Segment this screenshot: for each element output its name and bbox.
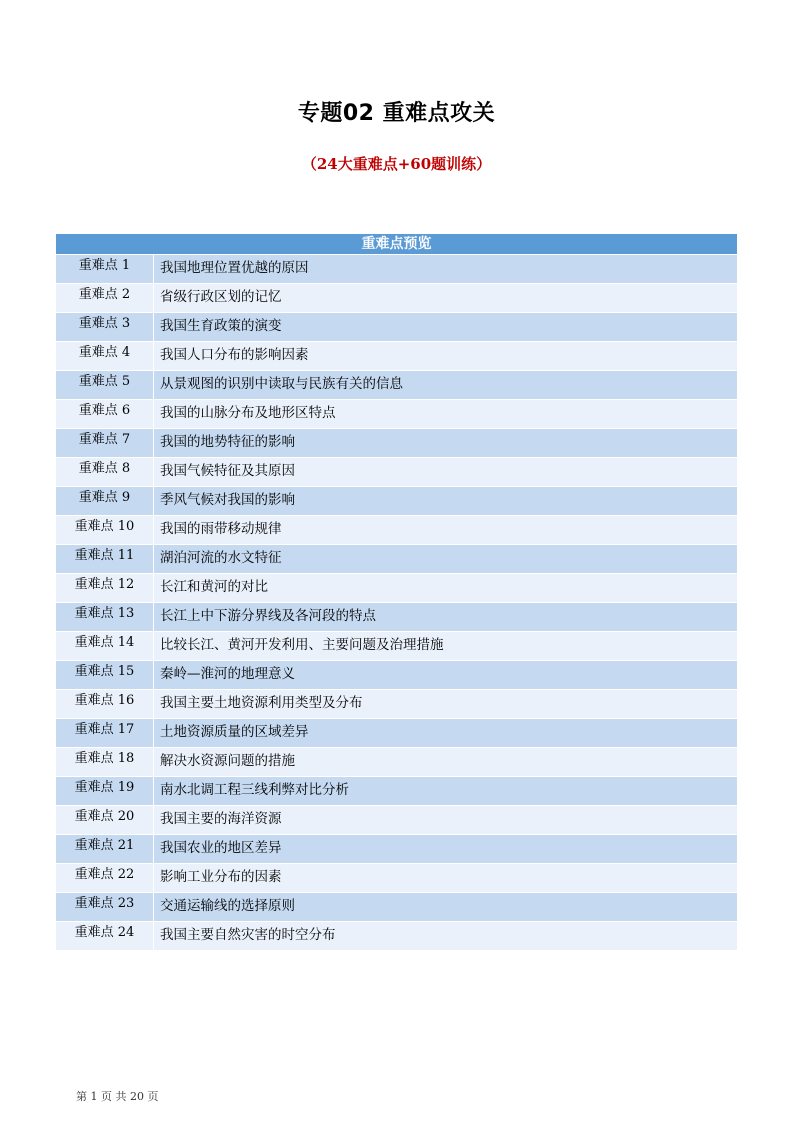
row-topic: 我国的地势特征的影响	[160, 434, 295, 450]
table-row	[56, 312, 737, 341]
row-topic: 湖泊河流的水文特征	[160, 550, 282, 566]
row-label: 重难点 9	[56, 487, 154, 515]
table-row	[56, 573, 737, 602]
table-row	[56, 921, 737, 950]
row-label: 重难点 19	[56, 777, 154, 805]
table-row	[56, 486, 737, 515]
row-topic: 秦岭—淮河的地理意义	[160, 666, 295, 682]
row-topic: 我国主要的海洋资源	[160, 811, 282, 827]
table-body	[56, 254, 737, 950]
row-topic: 南水北调工程三线利弊对比分析	[160, 782, 349, 798]
row-topic: 省级行政区划的记忆	[160, 289, 282, 305]
table-header: 重难点预览	[56, 234, 737, 254]
row-label: 重难点 3	[56, 313, 154, 341]
row-topic: 长江上中下游分界线及各河段的特点	[160, 608, 376, 624]
row-label: 重难点 23	[56, 893, 154, 921]
page-subtitle: （24大重难点+60题训练）	[301, 155, 492, 173]
row-label: 重难点 12	[56, 574, 154, 602]
preview-table	[56, 234, 737, 950]
table-row	[56, 457, 737, 486]
row-topic: 长江和黄河的对比	[160, 579, 268, 595]
row-topic: 我国人口分布的影响因素	[160, 347, 309, 363]
row-topic: 解决水资源问题的措施	[160, 753, 295, 769]
row-topic: 我国主要自然灾害的时空分布	[160, 927, 336, 943]
row-label: 重难点 8	[56, 458, 154, 486]
row-label: 重难点 5	[56, 371, 154, 399]
table-row	[56, 428, 737, 457]
row-label: 重难点 4	[56, 342, 154, 370]
table-row	[56, 776, 737, 805]
table-row	[56, 834, 737, 863]
row-topic: 影响工业分布的因素	[160, 869, 282, 885]
row-topic: 我国气候特征及其原因	[160, 463, 295, 479]
row-topic: 我国的雨带移动规律	[160, 521, 282, 537]
row-label: 重难点 1	[56, 255, 154, 283]
table-row	[56, 515, 737, 544]
row-topic: 我国生育政策的演变	[160, 318, 282, 334]
row-topic: 我国农业的地区差异	[160, 840, 282, 856]
row-label: 重难点 16	[56, 690, 154, 718]
table-row	[56, 283, 737, 312]
table-row	[56, 660, 737, 689]
table-row	[56, 370, 737, 399]
row-label: 重难点 13	[56, 603, 154, 631]
row-label: 重难点 22	[56, 864, 154, 892]
row-topic: 我国地理位置优越的原因	[160, 260, 309, 276]
table-row	[56, 602, 737, 631]
row-label: 重难点 11	[56, 545, 154, 573]
row-topic: 比较长江、黄河开发利用、主要问题及治理措施	[160, 637, 444, 653]
row-topic: 我国的山脉分布及地形区特点	[160, 405, 336, 421]
row-topic: 土地资源质量的区域差异	[160, 724, 309, 740]
row-label: 重难点 10	[56, 516, 154, 544]
table-row	[56, 747, 737, 776]
row-label: 重难点 18	[56, 748, 154, 776]
row-label: 重难点 15	[56, 661, 154, 689]
table-row	[56, 631, 737, 660]
row-label: 重难点 24	[56, 922, 154, 950]
row-label: 重难点 17	[56, 719, 154, 747]
row-label: 重难点 6	[56, 400, 154, 428]
row-label: 重难点 14	[56, 632, 154, 660]
row-topic: 交通运输线的选择原则	[160, 898, 295, 914]
table-row	[56, 892, 737, 921]
row-label: 重难点 2	[56, 284, 154, 312]
row-topic: 我国主要土地资源利用类型及分布	[160, 695, 363, 711]
row-label: 重难点 20	[56, 806, 154, 834]
row-topic: 从景观图的识别中读取与民族有关的信息	[160, 376, 403, 392]
table-row	[56, 718, 737, 747]
page-title: 专题02 重难点攻关	[297, 101, 496, 126]
table-row	[56, 689, 737, 718]
row-label: 重难点 7	[56, 429, 154, 457]
table-row	[56, 341, 737, 370]
page-footer: 第 1 页 共 20 页	[76, 1090, 159, 1103]
table-row	[56, 399, 737, 428]
table-row	[56, 805, 737, 834]
row-topic: 季风气候对我国的影响	[160, 492, 295, 508]
table-row	[56, 544, 737, 573]
table-row	[56, 863, 737, 892]
row-label: 重难点 21	[56, 835, 154, 863]
table-row	[56, 254, 737, 283]
